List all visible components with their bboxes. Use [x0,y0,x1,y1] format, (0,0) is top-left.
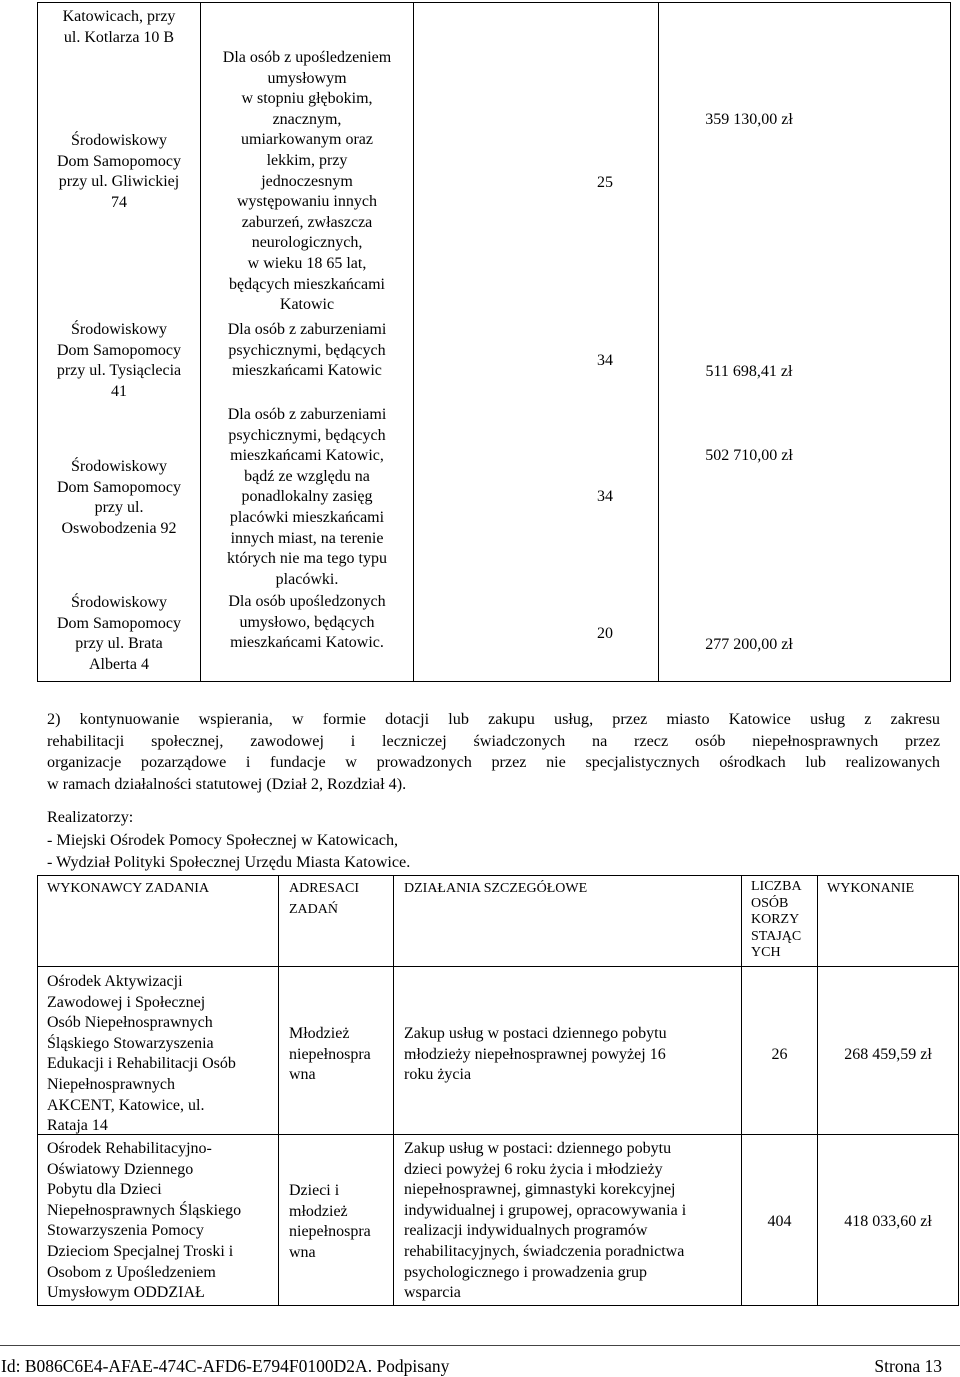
table2-border-right [958,875,959,1306]
table1-c3-r0: 25 [597,174,613,191]
table2-row2-wykonanie: 418 033,60 zł [844,1213,932,1230]
table1-border-bottom [37,681,951,682]
table2-header-adresaci: ADRESACI ZADAŃ [289,881,360,917]
table1-c4-r3: 277 200,00 zł [705,636,793,653]
table2-row2-liczba: 404 [767,1213,792,1230]
table1-c1-r3: Środowiskowy Dom Samopomocy przy ul. Oswobodzenia 92 [57,458,181,537]
footer-rule [0,1345,960,1346]
table2-row1-wykonawca: Ośrodek Aktywizacji Zawodowej i Społecznej Osób Niepełnosprawnych Śląskiego Stowarzyszenia Edukacji i Rehabilitacji Osób Niepełnosprawnych AKCENT, Katowice, ul. Rataja 14 [47,973,236,1135]
table1-c2-r1: Dla osób z zaburzeniami psychicznymi, będących mieszkańcami Katowic [227,321,387,380]
table2-row2-adresaci: Dzieci i młodzież niepełnospra wna [289,1182,371,1261]
table2-border-header [37,966,959,967]
paragraph-line: organizacje pozarządowe i fundacje w prowadzonych przez nie specjalistycznych ośrodkach lub realizowanych [47,753,940,772]
table1-border-c2 [413,2,414,682]
table1-c1-r2: Środowiskowy Dom Samopomocy przy ul. Tysiąclecia 41 [56,321,182,400]
table2-header-wykonawcy: WYKONAWCY ZADANIA [47,881,210,896]
table1-c4-r2: 502 710,00 zł [705,447,793,464]
table1-c2-r0: Dla osób z upośledzeniem umysłowym w stopniu głębokim, znacznym, umiarkowanym oraz lekkim, przy jednoczesnym występowaniu innych zaburzeń, zwłaszcza neurologicznych, w wieku 18 65 lat, będących mieszkańcami Katowic [222,49,392,314]
table2-header-liczba: LICZBA OSÓB KORZY STAJĄC YCH [751,879,802,961]
table1-c1-r1: Środowiskowy Dom Samopomocy przy ul. Gliwickiej 74 [57,132,181,211]
table1-c3-r1: 34 [597,352,613,369]
table2-border-c3 [741,875,742,1306]
table2-border-c1 [278,875,279,1306]
table2-border-c2 [393,875,394,1306]
table2-row1-dzialania: Zakup usług w postaci dziennego pobytu młodzieży niepełnosprawnej powyżej 16 roku życia [404,1025,667,1084]
table2-header-dzialania: DZIAŁANIA SZCZEGÓŁOWE [404,881,588,896]
table2-row1-wykonanie: 268 459,59 zł [844,1046,932,1063]
table2-row2-dzialania: Zakup usług w postaci: dziennego pobytu dzieci powyżej 6 roku życia i młodzieży niepełnosprawnej, gimnastyki korekcyjnej indywidualnej i grupowej, opracowywania i realizacji indywidualnych programów rehabilitacyjnych, świadczenia poradnictwa psychologicznego i prowadzenia grup wsparcia [404,1140,687,1302]
table2-row1-adresaci: Młodzież niepełnospra wna [289,1025,371,1084]
table1-border-right [950,2,951,682]
table2-border-left [37,875,38,1306]
footer-id: Id: B086C6E4-AFAE-474C-AFD6-E794F0100D2A. Podpisany [1,1356,450,1376]
table1-c2-r2: Dla osób z zaburzeniami psychicznymi, będących mieszkańcami Katowic, bądź ze względu na ponadlokalny zasięg placówki mieszkańcami innych miast, na terenie których nie ma tego typu placówki. [227,406,387,588]
table1-c3-r2: 34 [597,488,613,505]
table2-row1-liczba: 26 [771,1046,788,1063]
table2-border-top [37,875,959,876]
paragraph-line: w ramach działalności statutowej (Dział 2, Rozdział 4). [47,774,407,793]
table2-row2-wykonawca: Ośrodek Rehabilitacyjno- Oświatowy Dziennego Pobytu dla Dzieci Niepełnosprawnych Śląskiego Stowarzyszenia Pomocy Dzieciom Specjalnej Troski i Osobom z Upośledzeniem Umysłowym ODDZIAŁ [47,1140,242,1302]
paragraph-line: 2) kontynuowanie wspierania, w formie dotacji lub zakupu usług, przez miasto Katowice usług z zakresu [47,710,940,728]
realizatorzy-label: Realizatorzy: [47,808,134,826]
realizatorzy-item: - Wydział Polityki Społecznej Urzędu Miasta Katowice. [47,853,411,871]
page-number: Strona 13 [874,1356,942,1376]
table1-c4-r1: 511 698,41 zł [705,363,793,380]
table1-border-c3 [658,2,659,682]
table2-border-c4 [817,875,818,1306]
table1-border-top [37,2,951,3]
paragraph-2 [47,709,940,795]
paragraph-line: rehabilitacji społecznej, zawodowej i leczniczej świadczonych na rzecz osób niepełnosprawnych przez [47,731,940,750]
table1-c2-r3: Dla osób upośledzonych umysłowo, będących mieszkańcami Katowic. [228,593,386,652]
table2-border-bottom [37,1305,959,1306]
table1-c1-r0: Katowicach, przy ul. Kotlarza 10 B [62,8,176,46]
table1-c1-r4: Środowiskowy Dom Samopomocy przy ul. Brata Alberta 4 [57,594,181,673]
table1-c4-r0: 359 130,00 zł [705,111,793,128]
table2-header-wykonanie: WYKONANIE [827,881,915,896]
realizatorzy-item: - Miejski Ośrodek Pomocy Społecznej w Katowicach, [47,831,399,849]
table1-c3-r3: 20 [597,625,613,642]
